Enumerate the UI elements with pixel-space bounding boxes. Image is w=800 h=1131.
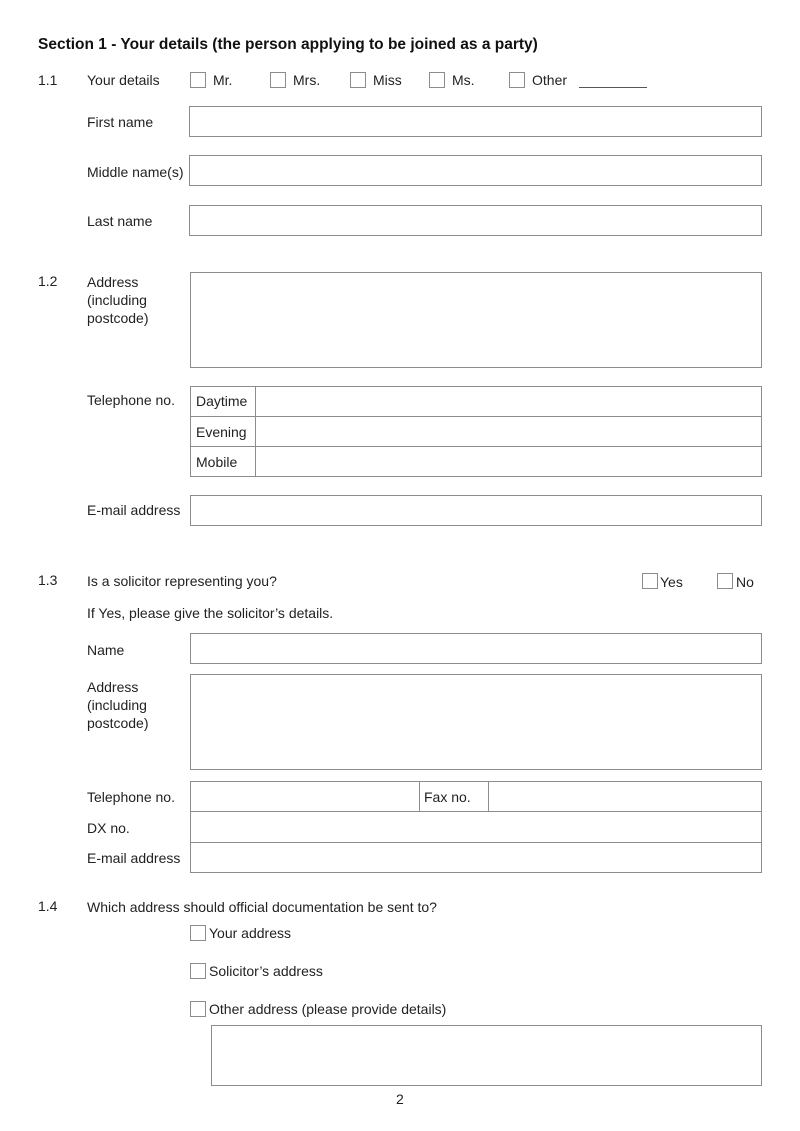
solicitor-yes-checkbox[interactable]: [642, 573, 658, 589]
solicitor-fax-divider: [419, 781, 420, 812]
last-name-label: Last name: [87, 213, 153, 229]
your-details-label: Your details: [87, 72, 160, 88]
title-other-label: Other: [532, 72, 568, 88]
documentation-question: Which address should official documentation be sent to?: [87, 899, 437, 915]
solicitor-address-option-label: Solicitor’s address: [209, 963, 323, 979]
solicitor-question: Is a solicitor representing you?: [87, 573, 277, 589]
daytime-label: Daytime: [196, 393, 248, 409]
solicitor-instruction: If Yes, please give the solicitor’s details.: [87, 605, 334, 621]
your-address-label: Your address: [209, 925, 291, 941]
title-mrs-checkbox[interactable]: [270, 72, 286, 88]
page-number: 2: [396, 1091, 404, 1107]
evening-phone-field[interactable]: [256, 417, 761, 446]
solicitor-no-checkbox[interactable]: [717, 573, 733, 589]
title-mr-checkbox[interactable]: [190, 72, 206, 88]
other-address-field[interactable]: [211, 1025, 762, 1086]
title-other-checkbox[interactable]: [509, 72, 525, 88]
solicitor-address-field[interactable]: [190, 674, 762, 770]
title-ms-label: Ms.: [452, 72, 475, 88]
solicitor-name-field[interactable]: [190, 633, 762, 664]
title-ms-checkbox[interactable]: [429, 72, 445, 88]
first-name-label: First name: [87, 114, 154, 130]
question-number-1-4: 1.4: [38, 898, 58, 914]
solicitor-dx-label: DX no.: [87, 820, 130, 836]
solicitor-name-label: Name: [87, 642, 125, 658]
question-number-1-1: 1.1: [38, 72, 58, 88]
solicitor-dx-field[interactable]: [191, 812, 761, 842]
address-field[interactable]: [190, 272, 762, 368]
your-address-checkbox[interactable]: [190, 925, 206, 941]
solicitor-fax-label: Fax no.: [424, 789, 471, 805]
other-address-checkbox[interactable]: [190, 1001, 206, 1017]
title-mrs-label: Mrs.: [293, 72, 321, 88]
evening-label: Evening: [196, 424, 247, 440]
section-title: Section 1 - Your details (the person applying to be joined as a party): [38, 36, 538, 53]
title-mr-label: Mr.: [213, 72, 233, 88]
solicitor-email-field[interactable]: [191, 843, 761, 872]
title-miss-label: Miss: [373, 72, 402, 88]
title-other-line[interactable]: [579, 87, 647, 88]
email-label: E-mail address: [87, 502, 181, 518]
solicitor-email-label: E-mail address: [87, 850, 181, 866]
other-address-label: Other address (please provide details): [209, 1001, 447, 1017]
solicitor-yes-label: Yes: [660, 574, 683, 590]
middle-name-label: Middle name(s): [87, 164, 184, 180]
mobile-phone-field[interactable]: [256, 447, 761, 476]
title-miss-checkbox[interactable]: [350, 72, 366, 88]
solicitor-fax-field[interactable]: [489, 782, 761, 811]
solicitor-address-checkbox[interactable]: [190, 963, 206, 979]
solicitor-telephone-label: Telephone no.: [87, 789, 175, 805]
solicitor-address-label: Address (including postcode): [87, 679, 149, 731]
telephone-label: Telephone no.: [87, 392, 175, 408]
solicitor-no-label: No: [736, 574, 754, 590]
mobile-label: Mobile: [196, 454, 238, 470]
last-name-field[interactable]: [189, 205, 762, 236]
email-field[interactable]: [190, 495, 762, 526]
daytime-phone-field[interactable]: [256, 387, 761, 416]
first-name-field[interactable]: [189, 106, 762, 137]
question-number-1-2: 1.2: [38, 273, 58, 289]
question-number-1-3: 1.3: [38, 572, 58, 588]
address-label: Address (including postcode): [87, 274, 149, 326]
middle-name-field[interactable]: [189, 155, 762, 186]
solicitor-telephone-field[interactable]: [191, 782, 419, 811]
